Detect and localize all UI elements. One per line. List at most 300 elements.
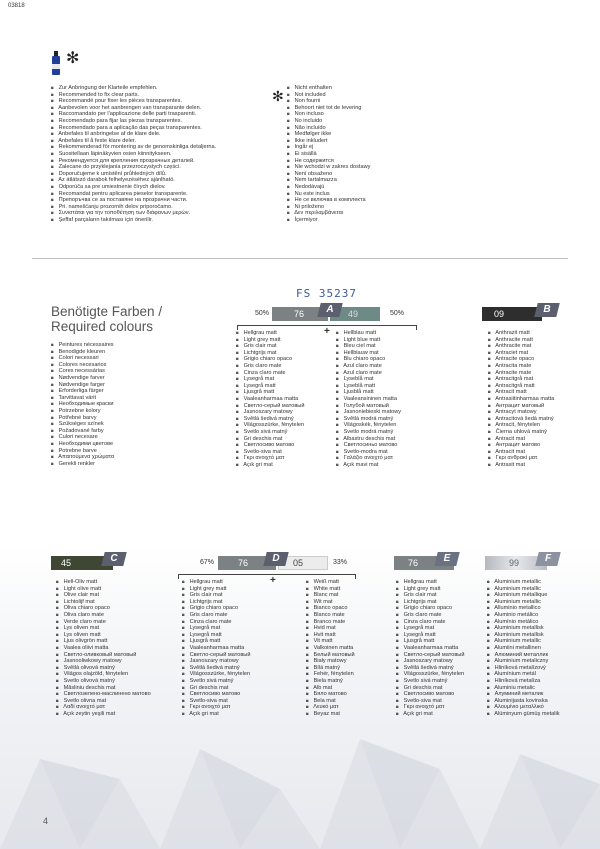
list-text: Hellgrau matt [243,330,277,336]
list-item [396,579,464,586]
list-text: Açık mavi mat [343,461,379,468]
list-item [51,191,216,198]
list-text: Valkoinen matta [313,644,354,651]
badge-letter: F [544,553,552,564]
list-item [396,704,464,711]
language-flag-icon: ◙ [56,710,59,716]
list-item [487,704,560,711]
list-item [488,337,554,344]
language-flag-icon: ◙ [306,585,309,591]
language-flag-icon: ◙ [487,658,490,664]
badge-e [434,552,459,566]
list-item [287,191,370,198]
list-text: Açık zeytin yeşili mat [63,710,116,717]
language-flag-icon: ◙ [56,644,59,650]
list-text: Világosszürke, fénytelen [403,671,465,678]
list-item [287,177,370,184]
list-text: Açık gri mat [189,710,219,717]
language-flag-icon: ◙ [51,197,54,203]
language-flag-icon: ◙ [488,461,491,467]
list-text: Grigio chiaro opaco [403,605,453,612]
swatch-code: 05 [293,558,304,568]
list-item [487,592,560,599]
list-text: Não incluído [294,124,326,131]
list-item [306,625,355,632]
glue-bottle-icon [51,51,61,75]
list-text: Világoskék, fénytelen [343,422,397,429]
list-item [487,691,560,698]
language-flag-icon: ◙ [287,91,290,97]
list-item [488,436,554,443]
list-item [336,403,401,410]
list-item [488,343,554,350]
list-text: Ikke inkludert [294,137,328,144]
list-item [51,184,216,191]
language-flag-icon: ◙ [306,592,309,598]
language-flag-icon: ◙ [56,618,59,624]
list-item [56,592,151,599]
list-text: Jasnoszary matowy [189,658,239,665]
list-item [56,605,151,612]
list-text: Není obsaženo [294,170,333,177]
list-item [236,442,304,449]
plus-a: + [324,326,330,337]
list-item [182,638,250,645]
list-text: Albastru deschis mat [343,435,396,442]
badge-letter: E [443,553,451,564]
list-item [56,658,151,665]
list-item [236,389,304,396]
language-flag-icon: ◙ [336,461,339,467]
language-flag-icon: ◙ [487,651,490,657]
list-item [56,579,151,586]
language-flag-icon: ◙ [287,150,290,156]
language-flag-icon: ◙ [336,336,339,342]
swatch-code: 76 [238,558,249,568]
list-text: Бяло матово [313,691,347,698]
list-text: Pri. namešćanju prozornih delov priporočamo. [58,203,173,210]
list-item [336,442,401,449]
asterisk-icon: ✻ [66,50,80,67]
list-item [287,217,370,224]
list-text: Светло-серый матовый [403,651,465,658]
language-flag-icon: ◙ [396,658,399,664]
list-text: Antraciet mat [495,349,529,356]
title-en: Required colours [51,319,154,334]
list-text: Svetlo sivá matný [243,428,288,435]
list-text: Alumínio metálico [494,618,539,625]
language-flag-icon: ◙ [51,454,54,460]
list-text: Light olive matt [63,585,102,592]
swatch-code: 76 [408,558,419,568]
list-text: Požadované farby [58,427,104,434]
list-item [287,111,370,118]
list-item [56,671,151,678]
language-flag-icon: ◙ [56,651,59,657]
language-flag-icon: ◙ [236,362,239,368]
list-text: Aluminium metallic [494,638,541,645]
list-text: Γκρι ανοιχτό ματ [403,704,445,711]
list-item [287,151,370,158]
list-item [182,599,250,606]
language-flag-icon: ◙ [56,691,59,697]
list-text: Jasnoniebieski matowy [343,409,402,416]
list-text: Απαιτούμενα χρώματα [58,454,115,461]
list-text: Bianco opaco [313,605,348,612]
language-flag-icon: ◙ [56,611,59,617]
language-flag-icon: ◙ [51,124,54,130]
list-text: Biały matowy [313,658,347,665]
list-text: Măsliniu deschis mat [63,684,116,691]
language-flag-icon: ◙ [487,585,490,591]
list-item [51,342,114,349]
language-flag-icon: ◙ [487,677,490,683]
language-flag-icon: ◙ [396,605,399,611]
language-flag-icon: ◙ [396,697,399,703]
list-item [236,403,304,410]
language-flag-icon: ◙ [236,409,239,415]
list-text: Antrasiitinharmaa matta [495,395,555,402]
list-text: Világosszürke, fénytelen [189,671,251,678]
list-item [51,395,114,402]
list-item [56,652,151,659]
language-flag-icon: ◙ [182,658,185,664]
list-text: Aluminium metallisk [494,631,544,638]
list-item [56,691,151,698]
list-text: Anthracite matt [495,336,533,343]
list-item [51,144,216,151]
language-flag-icon: ◙ [182,592,185,598]
language-flag-icon: ◙ [488,349,491,355]
language-flag-icon: ◙ [488,409,491,415]
list-item [306,645,355,652]
language-flag-icon: ◙ [51,440,54,446]
list-item [182,704,250,711]
language-flag-icon: ◙ [488,336,491,342]
colour-45-names [56,579,151,717]
language-flag-icon: ◙ [488,369,491,375]
list-text: Fehér, fénytelen [313,671,354,678]
list-item [236,356,304,363]
language-flag-icon: ◙ [306,684,309,690]
list-text: Γαλάζιο ανοιχτό ματ [343,455,393,462]
list-text: Aluminium metallic [494,598,541,605]
language-flag-icon: ◙ [56,677,59,683]
language-flag-icon: ◙ [236,336,239,342]
language-flag-icon: ◙ [51,183,54,189]
language-flag-icon: ◙ [236,343,239,349]
list-text: Grigio chiaro opaco [189,605,239,612]
language-flag-icon: ◙ [182,664,185,670]
list-text: Benodigde kleuren [58,348,106,355]
list-text: Hellgrau matt [403,579,437,585]
list-item [56,612,151,619]
list-item [287,131,370,138]
list-item [51,388,114,395]
list-item [488,363,554,370]
language-flag-icon: ◙ [396,598,399,604]
list-item [306,605,355,612]
language-flag-icon: ◙ [306,677,309,683]
colour-09-names [488,330,554,468]
list-text: Antracita mate [495,362,532,369]
language-flag-icon: ◙ [51,111,54,117]
list-text: Jasnoszary matowy [243,409,293,416]
language-flag-icon: ◙ [287,190,290,196]
swatch-code: 09 [494,309,505,319]
list-text: Světlá olivová matný [63,664,115,671]
list-item [287,197,370,204]
list-item [287,118,370,125]
language-flag-icon: ◙ [287,170,290,176]
list-text: Medfølger ikke [294,131,332,138]
language-flag-icon: ◙ [56,598,59,604]
list-item [51,138,216,145]
language-flag-icon: ◙ [236,382,239,388]
list-item [236,343,304,350]
divider [32,258,568,259]
language-flag-icon: ◙ [182,684,185,690]
language-flag-icon: ◙ [51,203,54,209]
language-flag-icon: ◙ [488,362,491,368]
swatch-code: 45 [61,558,72,568]
list-item [336,455,401,462]
list-item [336,422,401,429]
list-text: Lysegrå matt [189,631,222,638]
language-flag-icon: ◙ [56,697,59,703]
language-flag-icon: ◙ [56,658,59,664]
language-flag-icon: ◙ [51,427,54,433]
list-text: Suositellaan läpinäkyvien osien kiinnitykseen. [58,150,172,157]
language-flag-icon: ◙ [487,579,490,584]
list-item [336,462,401,469]
list-text: Λευκό ματ [313,704,339,711]
list-item [336,343,401,350]
language-flag-icon: ◙ [488,330,491,335]
language-flag-icon: ◙ [236,376,239,382]
list-text: Cores necessárias [58,368,105,375]
list-text: Γκρι ανοιχτό ματ [189,704,231,711]
list-text: Gerekli renkler [58,460,95,467]
list-text: Hellgrau matt [189,579,223,585]
language-flag-icon: ◙ [236,455,239,461]
language-flag-icon: ◙ [396,671,399,677]
language-flag-icon: ◙ [488,356,491,362]
list-item [396,652,464,659]
language-flag-icon: ◙ [396,631,399,637]
list-text: Светлозелено-маслинено матово [63,691,151,698]
list-text: Antracit mat [495,435,526,442]
language-flag-icon: ◙ [182,611,185,617]
language-flag-icon: ◙ [287,124,290,130]
list-item [236,416,304,423]
list-item [51,164,216,171]
list-item [487,579,560,586]
list-text: Szükséges színek [58,421,104,428]
list-item [236,396,304,403]
list-text: Svetlo olivna mat [63,697,107,704]
list-item [306,685,355,692]
language-flag-icon: ◙ [306,579,309,584]
list-item [488,442,554,449]
list-item [51,85,216,92]
language-flag-icon: ◙ [236,415,239,421]
list-item [236,330,304,337]
list-item [51,98,216,105]
language-flag-icon: ◙ [51,91,54,97]
list-text: Γκρι ανθρακί ματ [495,455,538,462]
language-flag-icon: ◙ [182,638,185,644]
language-flag-icon: ◙ [396,651,399,657]
list-item [236,422,304,429]
list-text: Алуминий металик [494,691,544,698]
language-flag-icon: ◙ [236,349,239,355]
language-flag-icon: ◙ [336,395,339,401]
list-item [51,382,114,389]
plus-d: + [270,575,276,586]
language-flag-icon: ◙ [236,435,239,441]
pct-right-d: 33% [333,559,348,566]
language-flag-icon: ◙ [287,197,290,203]
language-flag-icon: ◙ [396,592,399,598]
list-item [488,330,554,337]
list-text: Alüminyum gümüş metalik [494,710,560,717]
list-text: Bílá matný [313,664,340,671]
list-text: Nødvendige farger [58,381,105,388]
language-flag-icon: ◙ [487,631,490,637]
language-flag-icon: ◙ [182,651,185,657]
list-item [236,462,304,469]
language-flag-icon: ◙ [56,638,59,644]
list-text: Lysegrå matt [403,631,436,638]
list-text: Light grey matt [189,585,227,592]
language-flag-icon: ◙ [287,177,290,183]
list-text: Antracit, fénytelen [495,422,541,429]
list-item [236,429,304,436]
language-flag-icon: ◙ [487,671,490,677]
list-text: Lysegrå mat [243,376,275,383]
language-flag-icon: ◙ [336,389,339,395]
language-flag-icon: ◙ [236,442,239,448]
list-text: Ljusblå matt [343,389,374,396]
list-text: Svetlo-siva mat [189,697,228,704]
list-text: Ljus olivgrön matt [63,638,108,645]
language-flag-icon: ◙ [336,369,339,375]
list-text: Jasnooliwkowy matowy [63,658,122,665]
list-text: Anbefales til å feste klare deler. [58,137,136,144]
list-item [182,678,250,685]
list-text: Světlá šedivá matný [243,415,294,422]
list-item [487,658,560,665]
language-flag-icon: ◙ [287,144,290,150]
list-text: Gris clair mat [189,592,223,599]
list-text: Gris clair mat [243,343,277,350]
language-flag-icon: ◙ [336,356,339,362]
list-text: Nie wchodzi w zakres dostawy [294,164,371,171]
list-item [51,441,114,448]
language-flag-icon: ◙ [182,691,185,697]
language-flag-icon: ◙ [287,98,290,104]
list-text: Blanco mate [313,611,345,618]
list-item [396,671,464,678]
list-text: Рекомендуется для крепления прозрачных деталей. [58,157,195,164]
language-flag-icon: ◙ [56,625,59,631]
language-flag-icon: ◙ [51,342,54,347]
list-text: Lyseblå matt [343,382,376,389]
list-text: Jasnoszary matowy [403,658,453,665]
language-flag-icon: ◙ [487,684,490,690]
list-text: Nem tartalmazza [294,177,337,184]
list-text: Голубой матовый [343,402,389,409]
list-text: No incluido [294,117,323,124]
language-flag-icon: ◙ [396,611,399,617]
list-text: Lys oliven mat [63,625,100,632]
list-text: Светло-серый матовый [189,651,251,658]
required-colours-title [51,304,162,334]
list-item [487,645,560,652]
language-flag-icon: ◙ [488,343,491,349]
language-flag-icon: ◙ [51,210,54,216]
list-item [56,586,151,593]
list-item [51,454,114,461]
language-flag-icon: ◙ [306,611,309,617]
list-text: Необходимые краски [58,401,114,408]
list-item [487,665,560,672]
list-text: Светлосиво матово [189,691,241,698]
list-item [287,210,370,217]
list-item [56,625,151,632]
list-item [336,350,401,357]
list-text: Aluminium metaliczny [494,658,549,665]
language-flag-icon: ◙ [182,631,185,637]
list-text: Antracite opaco [495,356,535,363]
language-flag-icon: ◙ [488,455,491,461]
list-text: Gris claro mate [243,362,282,369]
list-item [287,92,370,99]
language-flag-icon: ◙ [182,585,185,591]
list-text: Zur Anbringung der Klarteile empfehlen. [58,85,158,91]
list-item [306,612,355,619]
language-flag-icon: ◙ [236,389,239,395]
list-text: Светлосиво матово [403,691,455,698]
list-item [487,605,560,612]
list-item [336,429,401,436]
language-flag-icon: ◙ [182,618,185,624]
pct-right-a: 50% [390,310,405,317]
language-flag-icon: ◙ [51,434,54,440]
list-text: Gris clair mat [403,592,437,599]
page-number: 4 [43,816,49,826]
list-item [396,599,464,606]
language-flag-icon: ◙ [56,592,59,598]
list-text: Aluminium metallic [494,579,541,585]
list-text: Hell-Oliv matt [63,579,98,585]
swatch-09 [482,307,542,321]
list-text: Grigio chiaro opaco [243,356,293,363]
list-item [488,429,554,436]
list-item [51,448,114,455]
list-text: Alumínium metál [494,671,536,678]
language-flag-icon: ◙ [51,137,54,143]
list-text: Lysegrå matt [243,382,276,389]
language-flag-icon: ◙ [236,461,239,467]
language-flag-icon: ◙ [182,697,185,703]
list-text: Hvit matt [313,631,336,638]
language-flag-icon: ◙ [236,356,239,362]
language-flag-icon: ◙ [306,625,309,631]
list-text: Recomandat pentru aplicarea pieselor transparente. [58,190,188,197]
list-item [236,436,304,443]
